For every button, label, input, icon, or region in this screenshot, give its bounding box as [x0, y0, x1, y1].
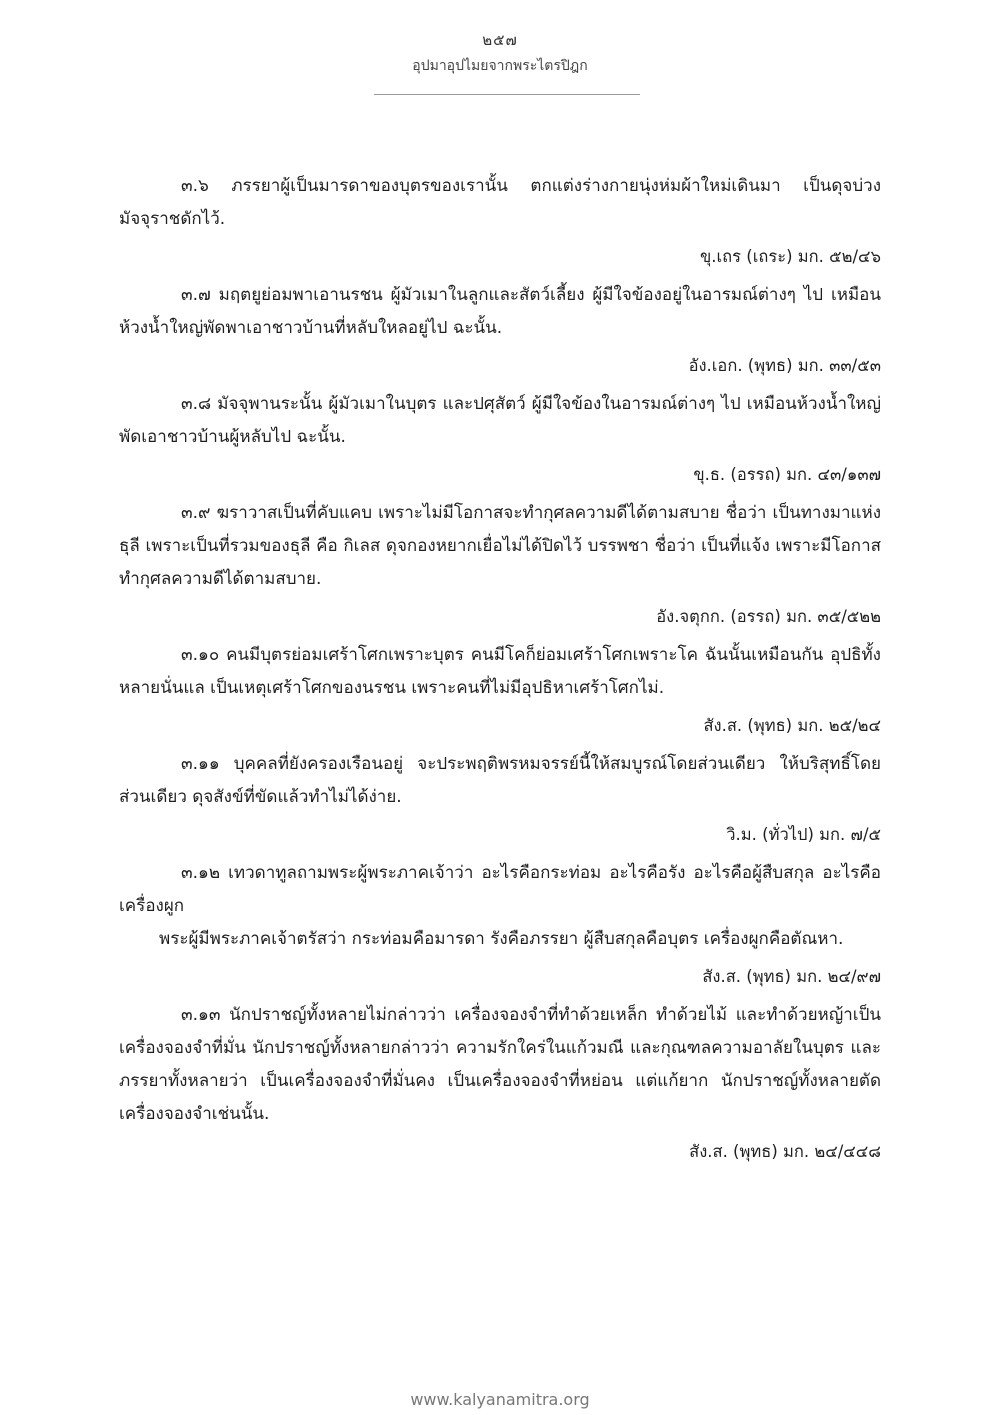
paragraph: ๓.๑๓ นักปราชญ์ทั้งหลายไม่กล่าวว่า เครื่องจองจำที่ทำด้วยเหล็ก ทำด้วยไม้ และทำด้วยหญ้าเป็นเครื่องจองจำที่มั่น นักปราชญ์ทั้งหลายกล่าวว่า ความรักใคร่ในแก้วมณี และกุณฑลความอาลัยในบุตร และภรรยาทั้งหลายว่า เป็นเครื่องจองจำที่มั่นคง เป็นเครื่องจองจำที่หย่อน แต่แก้ยาก นักปราชญ์ทั้งหลายตัดเครื่องจองจำเช่นนั้น. [119, 1005, 881, 1124]
entry-3-13 [119, 999, 881, 1168]
reference: สัง.ส. (พุทธ) มก. ๒๔/๔๔๘ [689, 1142, 881, 1161]
reference: ขุ.ธ. (อรรถ) มก. ๔๓/๑๓๗ [693, 465, 881, 484]
site-footer [0, 1390, 1000, 1410]
paragraph: ๓.๘ มัจจุพานระนั้น ผู้มัวเมาในบุตร และปศุสัตว์ ผู้มีใจข้องในอารมณ์ต่างๆ ไป เหมือนห้วงน้ำใหญ่พัดเอาชาวบ้านผู้หลับไป ฉะนั้น. [119, 394, 881, 447]
reference: อัง.เอก. (พุทธ) มก. ๓๓/๕๓ [688, 356, 881, 375]
page-header [0, 30, 1000, 76]
entry-3-11 [119, 748, 881, 851]
paragraph: ๓.๑๑ บุคคลที่ยังครองเรือนอยู่ จะประพฤติพรหมจรรย์นี้ให้สมบูรณ์โดยส่วนเดียว ให้บริสุทธิ์โดยส่วนเดียว ดุจสังข์ที่ขัดแล้วทำไม่ได้ง่าย. [119, 754, 881, 807]
entry-3-12 [119, 857, 881, 993]
body-text [119, 170, 881, 1174]
entry-3-6 [119, 170, 881, 273]
entry-3-8 [119, 388, 881, 491]
entry-3-7 [119, 279, 881, 382]
reference: ขุ.เถร (เถระ) มก. ๕๒/๔๖ [700, 247, 881, 266]
entry-3-9 [119, 497, 881, 633]
header-divider [374, 94, 640, 95]
paragraph: ๓.๗ มฤตยูย่อมพาเอานรชน ผู้มัวเมาในลูกและสัตว์เลี้ยง ผู้มีใจข้องอยู่ในอารมณ์ต่างๆ ไป เหมือนห้วงน้ำใหญ่พัดพาเอาชาวบ้านที่หลับใหลอยู่ไป ฉะนั้น. [119, 285, 881, 338]
reference: สัง.ส. (พุทธ) มก. ๒๔/๙๗ [702, 967, 881, 986]
paragraph: ๓.๙ ฆราวาสเป็นที่คับแคบ เพราะไม่มีโอกาสจะทำกุศลความดีได้ตามสบาย ชื่อว่า เป็นทางมาแห่งธุลี เพราะเป็นที่รวมของธุลี คือ กิเลส ดุจกองหยากเยื่อไม่ได้ปิดไว้ บรรพชา ชื่อว่า เป็นที่แจ้ง เพราะมีโอกาสทำกุศลความดีได้ตามสบาย. [119, 503, 881, 589]
entry-3-10 [119, 639, 881, 742]
website-link[interactable]: www.kalyanamitra.org [410, 1390, 590, 1409]
reference: วิ.ม. (ทั่วไป) มก. ๗/๕ [726, 825, 881, 844]
book-title: อุปมาอุปไมยจากพระไตรปิฎก [412, 58, 588, 74]
paragraph: ๓.๑๒ เทวดาทูลถามพระผู้พระภาคเจ้าว่า อะไรคือกระท่อม อะไรคือรัง อะไรคือผู้สืบสกุล อะไรคือเครื่องผูก [119, 863, 881, 916]
reference: อัง.จตุกก. (อรรถ) มก. ๓๕/๕๒๒ [656, 607, 881, 626]
reference: สัง.ส. (พุทธ) มก. ๒๕/๒๔ [703, 716, 881, 735]
paragraph: ๓.๖ ภรรยาผู้เป็นมารดาของบุตรของเรานั้น ตกแต่งร่างกายนุ่งห่มผ้าใหม่เดินมา เป็นดุจบ่วงมัจจุราชดักไว้. [119, 176, 881, 229]
paragraph: ๓.๑๐ คนมีบุตรย่อมเศร้าโศกเพราะบุตร คนมีโคก็ย่อมเศร้าโศกเพราะโค ฉันนั้นเหมือนกัน อุปธิทั้งหลายนั่นแล เป็นเหตุเศร้าโศกของนรชน เพราะคนที่ไม่มีอุปธิหาเศร้าโศกไม่. [119, 645, 881, 698]
page-number: ๒๕๗ [482, 31, 518, 49]
paragraph-continued: พระผู้มีพระภาคเจ้าตรัสว่า กระท่อมคือมารดา รังคือภรรยา ผู้สืบสกุลคือบุตร เครื่องผูกคือตัณหา. [159, 929, 844, 949]
